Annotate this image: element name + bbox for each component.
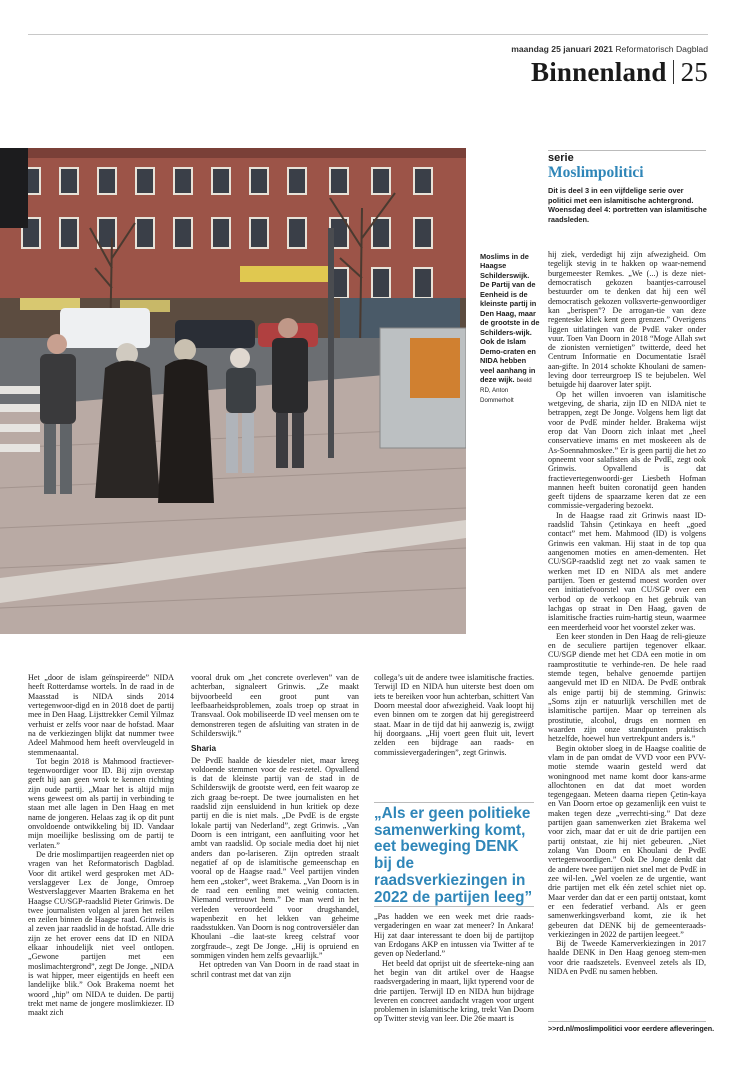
serie-label: serie — [548, 152, 574, 164]
article-column-2 — [191, 673, 359, 979]
newspaper-name: Reformatorisch Dagblad — [615, 44, 708, 54]
news-photo — [0, 148, 466, 634]
serie-rule — [548, 150, 706, 151]
photo-caption — [480, 252, 540, 405]
paragraph: hij ziek, verdedigt hij zijn afwezigheid. Om tegelijk stevig in te hakken op waar-nemend burgemeester Remkes. „We (...) is deze niet-democratisch gekozen baantjes-carrousel bestuurder om te denken dat hij een wél democratisch gekozen volksverte-genwoordiger kan „berispen”? De arrogan-tie van deze regenteske kliek kent geen grenzen.” Overigens liggen uitlatingen van de PvdE vaker onder vuur. Toen Van Doorn in 2018 “Moge Allah swt de zionisten vernietigen” twitterde, deed het Centrum Informatie en Documentatie Israël aan-gifte. In 2014 schokte Khoulani de samen-leving door terreurgroep IS te bejubelen. Wel betuigde hij daarover later spijt. — [548, 250, 706, 390]
caption-text: Moslims in de Haagse Schilderswijk. De Partij van de Eenheid is de kleinste partij in Den Haag, maar de grootste in de Schilders-wijk. Ook de Islam Demo-craten en NIDA hebben veel aanhang in deze wijk. — [480, 252, 540, 385]
street-scene-illustration — [0, 148, 466, 634]
paragraph: „Pas hadden we een week met drie raads-vergaderingen en waar zat meneer? In Ankara! Hij zat daar interessant te doen bij de partijtop van Erdogans AKP en intussen via Twitter af te geven op Nederland.” — [374, 912, 534, 959]
section-title: Binnenland — [531, 57, 667, 87]
photo-credit: beeld RD, Anton Dommerholt — [480, 377, 532, 404]
serie-description: Dit is deel 3 in een vijfdelige serie over politici met een islamitische achtergrond. Woensdag deel 4: portretten van islamitische raadsleden. — [548, 186, 707, 224]
page-number: 25 — [680, 57, 708, 87]
section-header — [531, 56, 708, 88]
article-column-3 — [374, 673, 534, 757]
paragraph: Het „door de islam geïnspireerde” NIDA heeft Rotterdamse wortels. In de raad in de Maasstad is NIDA sinds 2014 vertegenwoor-digd en in 2018 doet de partij mee in Den Haag. Lijsttrekker Cemil Yilmaz verhuist er zelfs voor naar de hofstad. Maar na de verkiezingen blijkt dat nummer twee Adeel Mahmood hem heeft overvleugeld in stemmenaantal. — [28, 673, 174, 757]
paragraph: De PvdE haalde de kiesdeler niet, maar kreeg voldoende stemmen voor de rest-zetel. Opvallend is dat de kleinste partij van de stad in de Schilderswijk de grootste werd, een feit waarop ze zich graag be-roept. De twee journalisten en het raadslid zijn eensluidend in hun kritiek op deze partij en die is niet mals. „De PvdE is de ergste lokale partij van Nederland”, zegt Grinwis. „Van Doorn is een intrigant, een aanfluiting voor het ambt van raadslid. Op sociale media doet hij niet anders dan po-lariseren. Zijn optreden straalt negatief af op de islamitische gemeenschap en vooral op de Haagse raad.” Veel partijen vinden hem een „stoker”, weet Brakema. „Van Doorn is in de raad een eenling met weinig contacten. Niemand vertrouwt hem.” De man werd in het verleden veroordeeld voor drugshandel, wapenbezit en het lekken van geheime raadsstukken. Van Doorn is nog controversiëler dan Khoulani –die laat-ste kreeg celstraf voor zorgfraude–, zegt De Jonge. „Hij is opruiend en sommigen vinden hem zelfs gevaarlijk.” — [191, 755, 359, 961]
paragraph: vooral druk om „het concrete overleven” van de achterban, signaleert Grinwis. „Ze maakt bijvoorbeeld een groot punt van leefbaarheidsproblemen, zoals troep op straat in Transvaal. Ook mobiliseerde ID veel mensen om te demonstreren tegen de afsluiting van straten in de Schilderswijk.” — [191, 673, 359, 738]
more-link-rule — [548, 1021, 706, 1022]
header-rule — [28, 34, 708, 35]
quote-rule-bottom — [374, 906, 534, 907]
paragraph: Begin oktober sloeg in de Haagse coalitie de vlam in de pan omdat de VVD voor een PVV-motie stemde waarin gesteld werd dat woningnood met name komt door kans-arme allochtonen en dat dat moet worden tegengegaan. Meteen daarna riepen Çetin-kaya en Van Doorn ertoe op gezamenlijk een vuist te maken tegen deze „verrechti-sing.” Dat deze partijen gaan samenwerken ziet Brakema wel voor zich, maar dat er uit de drie partijen een partij ontstaat, zie hij niet gebeuren. „Niet zolang Van Doorn en Khoulani de PvdE vertegenwoordigen.” Ook De Jonge denkt dat de andere twee partijen niet snel met de PvdE in zee wil-len. „Wel voelen ze de urgentie, want drie partijen met elk één zetel schiet niet op. Maar verder dan dat er een partij ontstaat, komt er een federatief verband. Als er geen samenwerkingsverband komt, zie ik het gebeuren dat DENK bij de gemeenteraads-verkiezingen in 2022 de partijen leegeet.” — [548, 743, 706, 939]
serie-title: Moslimpolitici — [548, 164, 644, 181]
article-column-1 — [28, 673, 174, 1018]
quote-rule-top — [374, 802, 534, 803]
subheading: Sharia — [191, 744, 217, 754]
paragraph: Op het willen invoeren van islamitische wetgeving, de sharia, zijn ID en NIDA niet te betrappen, zegt De Jonge. Volgens hem ligt dat voor de PvdE minder helder. Brakema wijst erop dat Van Doorn zich inlaat met „heel conservatieve imams en met moskeeen als de As-Soennahmoskee.” Er is geen partij die het zo opneemt voor salafisten als de PvdE, zegt ook Grinwis. Opvallend is dat fractievertegenwoordi-ger Liesbeth Hofman mannen heeft buiten coronatijd geen handen geeft tijdens de spaarzame keren dat ze een commissie-vergadering bezoekt. — [548, 389, 706, 511]
paragraph: Een keer stonden in Den Haag de reli-gieuze en de seculiere partijen tegenover elkaar. CU/SGP diende met het CDA een motie in om raamprostitutie te verhinde-ren. De hele raad stemde tegen, behalve genoemde partijen aangevuld met ID en NIDA. De PvdE ontbrak als enige partij bij de stemming. Grinwis: „Soms zijn er natuurlijk verschillen met de islamitische partijen. Maar op terreinen als prostitutie, alcohol, drugs en normen en waarden zijn onze standpunten praktisch hetzelfde, hoewel hun vertrekpunt anders is.” — [548, 631, 706, 744]
paragraph: In de Haagse raad zit Grinwis naast ID-raadslid Tahsin Çetinkaya en heeft „goed contact” met hem. Mahmood (ID) is volgens Grinwis een vakman. Hij staat in de top qua aangenomen moties en amen-dementen. Het CU/SGP-raadslid zegt net zo vaak samen te werken met ID en NIDA als met andere partijen. Toen er gestemd moest worden over een initiatiefvoorstel van CU/SGP over een verbod op de verkoop en het gebruik van lachgas op straat in Den Haag, gaven de islamitische fracties ruim-hartig steun, waarmee een meerderheid voor het voorstel zeker was. — [548, 510, 706, 632]
paragraph: collega’s uit de andere twee islamitische fracties. Terwijl ID en NIDA hun uiterste best doen om iets te bereiken voor hun achterban, schittert Van Doorn meestal door afwezigheid. Vaak loopt hij even binnen om te zorgen dat hij geregistreerd staat. Maar in de tijd dat hij aanwezig is, zwijgt hij doorgaans. „Hij voert geen fluit uit, levert zelden een bijdrage aan raads- en commissievergaderingen”, zegt Grinwis. — [374, 673, 534, 757]
issue-date: maandag 25 januari 2021 — [511, 44, 613, 54]
paragraph: De drie moslimpartijen reageerden niet op vragen van het Reformatorisch Dagblad. Voor dit artikel werd gesproken met AD-verslaggever Lex de Jonge, Omroep Westverslaggever Maarten Brakema en het Haagse CU/SGP-raadslid Pieter Grinwis. De twee journalisten volgen al jaren het reilen en zeilen binnen de Haagse raad. Grinwis is al zeven jaar raadslid in de hofstad. Alle drie zijn ze het erover eens dat ID en NIDA elkaar inhoudelijk niet veel ontlopen. „Gewone partijen met een moslimachtergrond”, zegt De Jonge. „NIDA is wat hipper, meer eigentijds en heeft een landelijke blik.” Ook Brakema noemt het woord „hip” om NIDA te duiden. De partij trekt met name de jongere moslimkiezer. ID maakt zich — [28, 849, 174, 1018]
section-divider — [673, 60, 674, 84]
article-column-4 — [548, 250, 706, 976]
dateline — [511, 44, 708, 54]
article-column-3-continued — [374, 912, 534, 1024]
paragraph: Het optreden van Van Doorn in de raad staat in schril contrast met dat van zijn — [191, 960, 359, 979]
more-articles-link[interactable]: >>rd.nl/moslimpolitici voor eerdere afleveringen. — [548, 1024, 715, 1033]
paragraph: Tot begin 2018 is Mahmood fractiever-tegenwoordiger voor ID. Bij zijn overstap geeft hij aan geen wrok te kennen richting zijn oude partij. „Maar het is altijd mijn wens geweest om als partij in verbinding te staan met alle lagen in Den Haag en met name de jongeren. Helaas zag ik op dit punt onvoldoende ontwikkeling bij ID. Vandaar mijn moeilijke beslissing om de partij te verlaten.” — [28, 756, 174, 850]
paragraph: Het beeld dat oprijst uit de sfeerteke-ning aan het begin van dit artikel over de Haagse raadsvergadering in maart, lijkt typerend voor de drie partijen. Terwijl ID en NIDA hun bijdrage leveren en concreet aandacht vragen voor urgent problemen in islamitische kring, trekt Van Doorn op Twitter stevig van leer. Die 26e maart is — [374, 958, 534, 1024]
paragraph: Bij de Tweede Kamerverkiezingen in 2017 haalde DENK in Den Haag genoeg stem-men voor drie raadszetels. Evenveel zetels als ID, NIDA en PvdE nu samen hebben. — [548, 939, 706, 977]
pull-quote: „Als er geen politieke samenwerking komt, eet beweging DENK bij de raadsverkiezingen in 2022 de partijen leeg” — [374, 805, 533, 906]
